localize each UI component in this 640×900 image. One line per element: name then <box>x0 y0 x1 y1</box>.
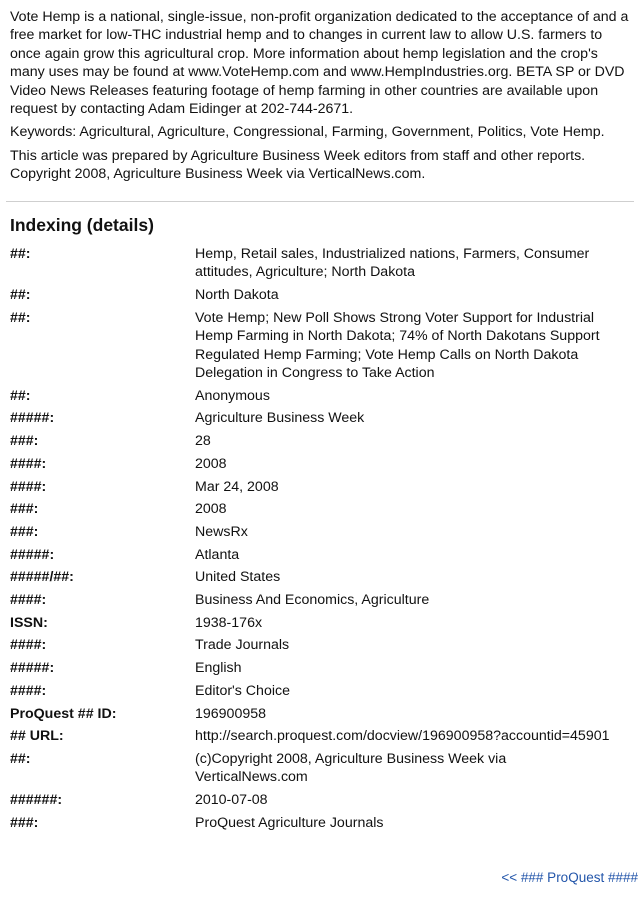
index-row <box>10 591 620 614</box>
index-value: English <box>195 660 242 677</box>
index-value: 2010-07-08 <box>195 792 268 809</box>
index-label: ####: <box>10 682 47 699</box>
index-value: (c)Copyright 2008, Agriculture Business Week via VerticalNews.com <box>195 750 507 786</box>
index-value: United States <box>195 569 281 586</box>
index-row <box>10 523 620 546</box>
index-label: #####: <box>10 660 55 677</box>
section-divider <box>6 201 634 202</box>
article-prepared-by: This article was prepared by Agriculture Business Week editors from staff and other reports. <box>10 147 586 164</box>
indexing-table <box>10 245 620 837</box>
index-label: ISSN: <box>10 614 48 631</box>
index-label: ######: <box>10 792 63 809</box>
index-value: Editor's Choice <box>195 682 290 699</box>
article-keywords: Keywords: Agricultural, Agriculture, Congressional, Farming, Government, Politics, Vote Hemp. <box>10 124 605 141</box>
index-row <box>10 791 620 814</box>
article-text <box>10 8 632 184</box>
index-value: 28 <box>195 433 211 450</box>
index-label: ####: <box>10 478 47 495</box>
index-label: ##: <box>10 750 31 767</box>
index-row <box>10 568 620 591</box>
article-body: Vote Hemp is a national, single-issue, non-profit organization dedicated to the acceptance of and a free market for low-THC industrial hemp and to changes in current law to allow U.S. farmers to once again grow this agricultural crop. More information about hemp legislation and the crop's many uses may be found at www.VoteHemp.com and www.HempIndustries.org. BETA SP or DVD Video News Releases featuring footage of hemp farming in other countries are available upon request by contacting Adam Eidinger at 202-744-2671. <box>10 9 629 118</box>
index-value: http://search.proquest.com/docview/196900958?accountid=45901 <box>195 728 610 745</box>
index-row <box>10 432 620 455</box>
index-row <box>10 659 620 682</box>
index-label: #####: <box>10 546 55 563</box>
index-row <box>10 750 620 791</box>
article-copyright: Copyright 2008, Agriculture Business Week via VerticalNews.com. <box>10 166 426 183</box>
index-row <box>10 409 620 432</box>
index-row <box>10 478 620 501</box>
index-value: 2008 <box>195 501 227 518</box>
index-row <box>10 682 620 705</box>
index-row <box>10 500 620 523</box>
index-value: Anonymous <box>195 387 270 404</box>
index-value: Hemp, Retail sales, Industrialized nations, Farmers, Consumer attitudes, Agriculture; North Dakota <box>195 246 590 281</box>
index-label: ####: <box>10 637 47 654</box>
index-value: 1938-176x <box>195 614 263 631</box>
index-label: ###: <box>10 433 39 450</box>
index-row <box>10 727 620 750</box>
index-label: ####: <box>10 455 47 472</box>
index-label: ##: <box>10 287 31 304</box>
index-row <box>10 814 620 837</box>
index-label: ###: <box>10 501 39 518</box>
index-value: Business And Economics, Agriculture <box>195 592 430 609</box>
index-value: Mar 24, 2008 <box>195 478 279 495</box>
index-label: ##: <box>10 387 31 404</box>
index-row <box>10 636 620 659</box>
index-label: ###: <box>10 814 39 831</box>
index-row <box>10 309 620 387</box>
index-value: NewsRx <box>195 523 248 540</box>
index-row <box>10 286 620 309</box>
index-row <box>10 455 620 478</box>
index-value: Vote Hemp; New Poll Shows Strong Voter Support for Industrial Hemp Farming in North Dakota; 74% of North Dakotans Support Regulated Hemp Farming; Vote Hemp Calls on North Dakota Delegation in Congress to Take Action <box>195 309 600 382</box>
index-value: ProQuest Agriculture Journals <box>195 814 384 831</box>
index-value: North Dakota <box>195 287 279 304</box>
index-value: Trade Journals <box>195 637 290 654</box>
index-label: ## URL: <box>10 728 64 745</box>
index-label: #####: <box>10 410 55 427</box>
index-row <box>10 245 620 286</box>
index-row <box>10 387 620 410</box>
index-row <box>10 614 620 637</box>
index-label: ###: <box>10 523 39 540</box>
index-label: #####/##: <box>10 569 74 586</box>
index-value: 196900958 <box>195 705 267 722</box>
index-label: ##: <box>10 246 31 262</box>
index-label: ##: <box>10 309 31 326</box>
index-label: ProQuest ## ID: <box>10 705 117 722</box>
index-label: ####: <box>10 592 47 609</box>
index-row <box>10 546 620 569</box>
indexing-table-body <box>10 245 620 837</box>
index-value: Agriculture Business Week <box>195 410 365 427</box>
indexing-heading: Indexing (details) <box>10 215 154 235</box>
back-to-proquest-link[interactable]: << ### ProQuest #### <box>501 870 638 885</box>
index-value: Atlanta <box>195 546 240 563</box>
index-value: 2008 <box>195 455 227 472</box>
index-row <box>10 705 620 728</box>
